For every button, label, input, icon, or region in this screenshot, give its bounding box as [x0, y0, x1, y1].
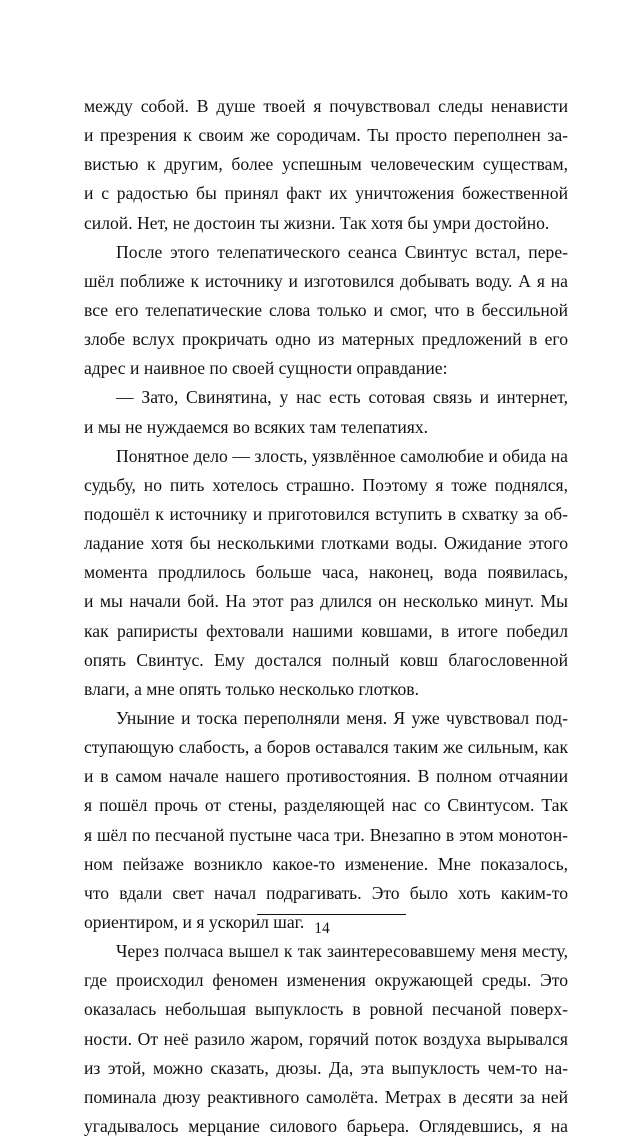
text-line: ном пейзаже возникло какое-то изменение. Мне показалось, [84, 853, 568, 874]
text-line: вистью к другим, более успешным человеческим существам, [84, 154, 568, 175]
text-line: влаги, а мне опять только несколько глотков. [84, 678, 420, 699]
text-line: все его телепатические слова только и смог, что в бессильной [84, 299, 568, 320]
text-line: как рапиристы фехтовали нашими ковшами, в итоге победил [84, 620, 568, 641]
text-line: и презрения к своим же сородичам. Ты просто переполнен за- [84, 125, 568, 146]
text-line: ориентиром, и я ускорил шаг. [84, 911, 305, 932]
text-line: силой. Нет, не достоин ты жизни. Так хотя бы умри достойно. [84, 212, 550, 233]
text-line: из этой, можно сказать, дюзы. Да, эта выпуклость чем-то на- [84, 1057, 568, 1078]
text-line: между собой. В душе твоей я почувствовал следы ненависти [84, 96, 568, 116]
text-line: и мы не нуждаемся во всяких там телепатиях. [84, 416, 429, 437]
text-line: и в самом начале нашего противостояния. В полном отчаянии [84, 766, 568, 787]
text-line: судьбу, но пить хотелось страшно. Поэтому я тоже поднялся, [84, 474, 568, 495]
text-line: оказалась небольшая выпуклость в ровной песчаной поверх- [84, 999, 568, 1020]
text-line: — Зато, Свинятина, у нас есть сотовая связь и интернет, [116, 387, 568, 408]
page-number: 14 [314, 920, 330, 937]
text-line: злобе вслух прокричать одно из матерных предложений в его [84, 329, 568, 350]
text-line: что вдали свет начал подрагивать. Это было хоть каким-то [84, 882, 568, 903]
text-line: шёл поближе к источнику и изготовился добывать воду. А я на [84, 270, 568, 291]
text-line: ности. От неё разило жаром, горячий поток воздуха вырывался [84, 1028, 568, 1049]
footer-rule [257, 914, 406, 915]
text-line: где происходил феномен изменения окружающей среды. Это [84, 970, 568, 991]
text-line: После этого телепатического сеанса Свинтус встал, пере- [116, 241, 568, 262]
text-line: и с радостью бы принял факт их уничтожения божественной [84, 183, 568, 204]
text-line: ладание хотя бы несколькими глотками воды. Ожидание этого [84, 533, 568, 554]
text-line: опять Свинтус. Ему достался полный ковш благословенной [84, 649, 568, 670]
text-line: подошёл к источнику и приготовился вступить в схватку за об- [84, 503, 568, 524]
text-line: Через полчаса вышел к так заинтересовавшему меня месту, [116, 941, 568, 962]
text-line: Уныние и тоска переполняли меня. Я уже чувствовал под- [116, 707, 568, 728]
body-text [84, 92, 568, 1141]
text-line: и мы начали бой. На этот раз длился он несколько минут. Мы [84, 591, 568, 612]
text-line: я шёл по песчаной пустыне часа три. Внезапно в этом монотон- [84, 824, 568, 845]
text-line: ступающую слабость, а боров оставался таким же сильным, как [84, 737, 568, 758]
text-line: Понятное дело — злость, уязвлённое самолюбие и обида на [116, 445, 568, 466]
text-line: угадывалось мерцание силового барьера. Оглядевшись, я на [84, 1115, 568, 1136]
text-line: я пошёл прочь от стены, разделяющей нас со Свинтусом. Так [84, 795, 568, 816]
text-line: адрес и наивное по своей сущности оправдание: [84, 358, 448, 379]
text-line: момента продлилось больше часа, наконец, вода появилась, [84, 562, 568, 583]
text-line: поминала дюзу реактивного самолёта. Метрах в десяти за ней [84, 1086, 568, 1107]
